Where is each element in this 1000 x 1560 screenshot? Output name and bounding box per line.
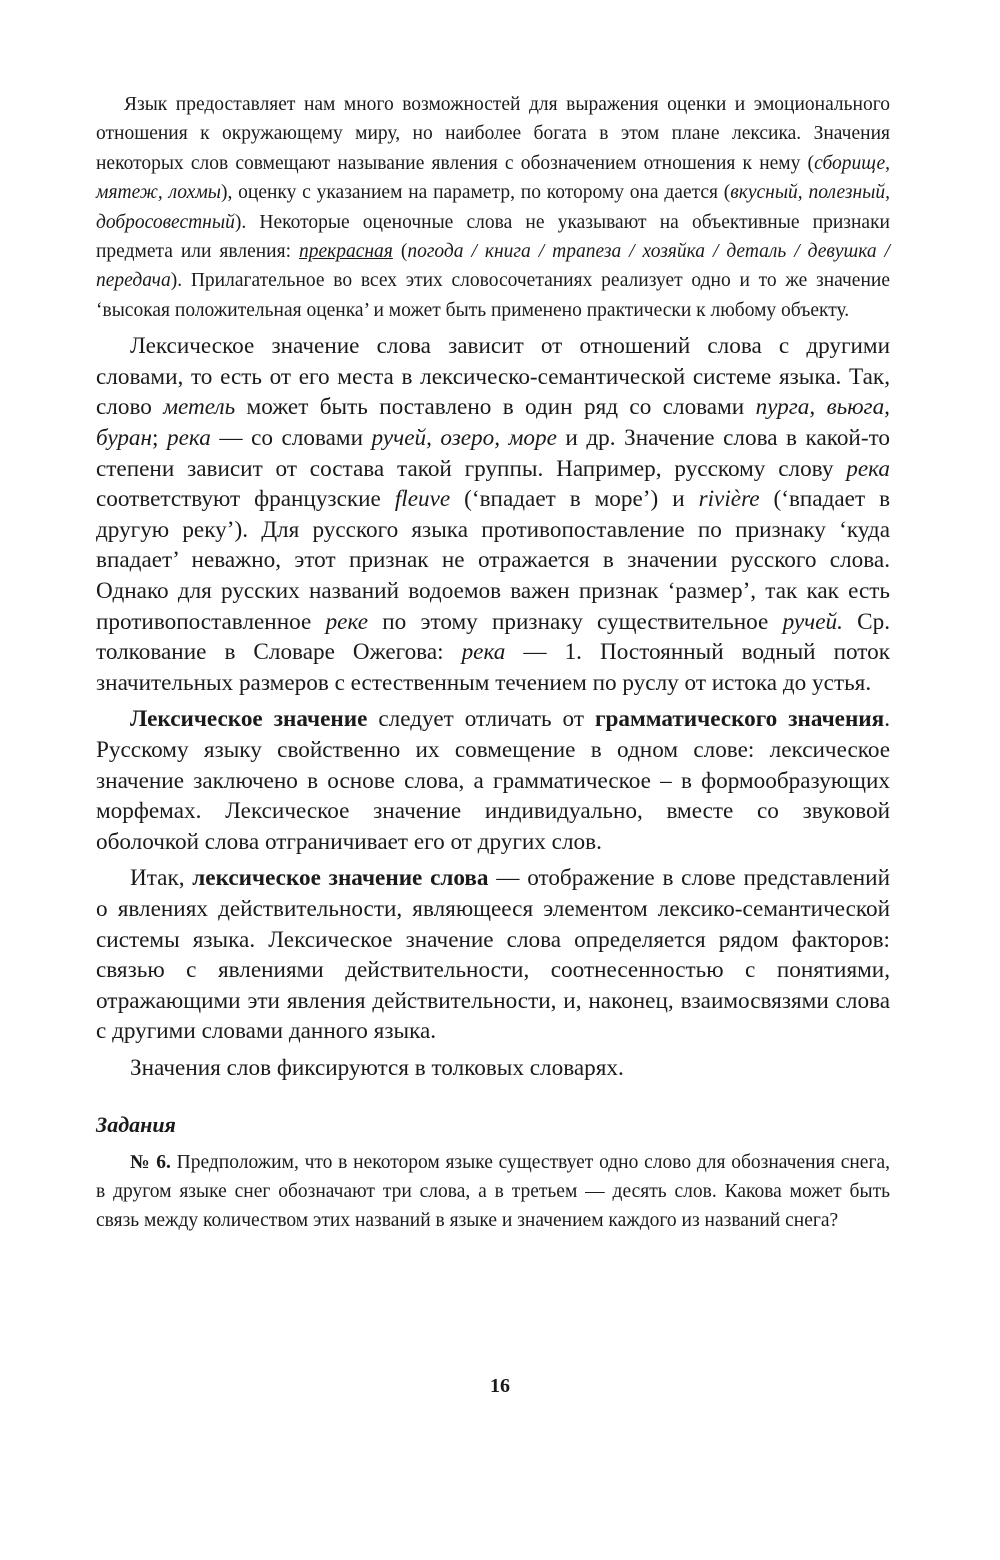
text-run: ). Некоторые оценочные слова не указывают на объективные признаки предмета или явления: xyxy=(96,211,890,263)
italic-example: река xyxy=(167,425,211,452)
bold-term: грамматического значения xyxy=(594,706,885,733)
text-run: по этому признаку существительное xyxy=(368,608,783,635)
text-run: — отображение в слове представлений о явлениях действительности, являющееся элементом лексико-семантической системы языка. Лексическое значение слова определяется рядом факторов: связью с явлениями действительности, соотнесенностью с понятиями, отражающими эти явления действительности, и, наконец, взаимосвязями слова с другими словами данного языка. xyxy=(96,865,890,1045)
task-number: № 6. xyxy=(130,1151,171,1173)
body-paragraph xyxy=(96,1053,890,1084)
text-run: (‘впадает в другую реку’). Для русского языка противопоставление по признаку ‘куда впадает’ неважно, этот признак не отражается в значении русского слова. Однако для русских названий водоемов важен признак ‘размер’, так как есть противопоставленное xyxy=(96,486,891,635)
text-run: Ср. толкование в Словаре Ожегова: xyxy=(96,608,891,666)
italic-example: ручей. xyxy=(782,608,843,635)
italic-example: пурга, вьюга, буран xyxy=(96,394,890,452)
body-paragraph xyxy=(96,331,890,698)
text-run: . Русскому языку свойственно их совмещение в одном слове: лексическое значение заключено в основе слова, а грамматическое – в формообразующих морфемах. Лексическое значение индивидуально, вместе со звуковой оболочкой слова отграничивает его от других слов. xyxy=(96,706,891,855)
body-paragraph xyxy=(96,863,890,1047)
text-run: (‘впадает в море’) и xyxy=(450,486,699,513)
text-run: Итак, xyxy=(130,865,193,892)
text-run: — со словами xyxy=(210,425,372,452)
text-run: ). Прилагательное во всех этих словосочетаниях реализует одно и то же значение ‘высокая положительная оценка’ и может быть применено практически к любому объекту. xyxy=(96,270,890,321)
italic-example: rivière xyxy=(698,486,760,513)
text-run: ; xyxy=(152,425,168,452)
text-run: и др. Значение слова в какой-то степени зависит от состава такой группы. Например, русскому слову xyxy=(96,425,890,482)
text-run: ), оценку с указанием на параметр, по которому она дается ( xyxy=(220,182,731,204)
task-paragraph xyxy=(96,1148,890,1236)
text-run: Язык предоставляет нам много возможностей для выражения оценки и эмоционального отношения к окружающему миру, но наиболее богата в этом плане лексика. Значения некоторых слов совмещают называние явления с обозначением отношения к нему ( xyxy=(96,94,890,174)
italic-example: вкусный, полезный, добросовестный xyxy=(96,182,890,233)
italic-example: река xyxy=(846,455,890,482)
bold-term: Лексическое значение xyxy=(130,706,368,733)
text-run: Значения слов фиксируются в толковых словарях. xyxy=(130,1054,624,1081)
text-run: может быть поставлено в один ряд со словами xyxy=(235,394,756,421)
bold-term: лексическое значение слова xyxy=(192,865,489,892)
text-run: — 1. Постоянный водный поток значительных размеров с естественным течением по руслу от истока до устья. xyxy=(96,639,890,696)
text-run: соответствуют французские xyxy=(96,486,395,513)
text-run: следует отличать от xyxy=(367,706,595,733)
intro-paragraph xyxy=(96,90,890,325)
italic-example: реке xyxy=(325,608,369,635)
page-body xyxy=(96,90,890,1236)
italic-example: ручей, озеро, море xyxy=(371,425,557,452)
text-run: Лексическое значение слова зависит от отношений слова с другими словами, то есть от его места в лексическо-семантической системе языка. Так, слово xyxy=(96,333,890,421)
italic-example: метель xyxy=(163,394,236,421)
section-heading: Задания xyxy=(96,1111,176,1137)
italic-example: сборище, мятеж, лохмы xyxy=(96,152,890,204)
page-number: 16 xyxy=(490,1375,510,1397)
task-text: Предположим, что в некотором языке существует одно слово для обозначения снега, в другом языке снег обозначают три слова, а в третьем — десять слов. Какова может быть связь между количеством этих названий в языке и значением каждого из названий снега? xyxy=(96,1151,890,1232)
underlined-example: прекрасная xyxy=(298,241,393,263)
italic-example: река xyxy=(461,639,506,666)
body-paragraph xyxy=(96,704,890,857)
italic-example: погода / книга / трапеза / хозяйка / деталь / девушка / передача xyxy=(96,241,890,292)
italic-example: fleuve xyxy=(394,486,451,513)
text-run: ( xyxy=(392,241,408,263)
